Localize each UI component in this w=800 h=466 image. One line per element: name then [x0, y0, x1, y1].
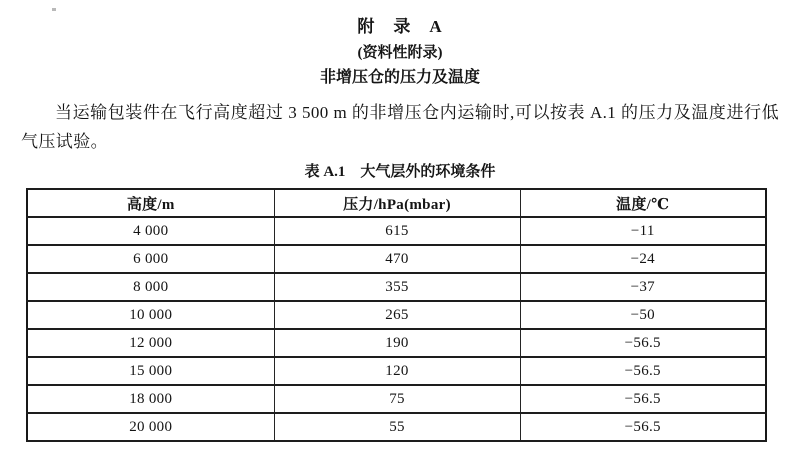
table-cell-temperature: −56.5: [520, 357, 766, 385]
table-cell-pressure: 55: [274, 413, 520, 441]
table-cell-temperature: −56.5: [520, 413, 766, 441]
table-cell-temperature: −24: [520, 245, 766, 273]
table-cell-pressure: 265: [274, 301, 520, 329]
scan-speck: [52, 8, 56, 11]
table-cell-pressure: 615: [274, 217, 520, 245]
table-cell-altitude: 20 000: [27, 413, 274, 441]
table-cell-altitude: 12 000: [27, 329, 274, 357]
table-cell-altitude: 4 000: [27, 217, 274, 245]
table-cell-altitude: 10 000: [27, 301, 274, 329]
table-row: [27, 301, 766, 329]
table-cell-pressure: 190: [274, 329, 520, 357]
table-caption: 表 A.1 大气层外的环境条件: [304, 164, 496, 180]
table-cell-altitude: 15 000: [27, 357, 274, 385]
table-cell-pressure: 470: [274, 245, 520, 273]
table-row: [27, 217, 766, 245]
table-cell-temperature: −11: [520, 217, 766, 245]
table-cell-altitude: 6 000: [27, 245, 274, 273]
appendix-title: 附 录 A: [357, 17, 443, 36]
table-row: [27, 329, 766, 357]
table-cell-temperature: −56.5: [520, 329, 766, 357]
body-paragraph: 当运输包装件在飞行高度超过 3 500 m 的非增压仓内运输时,可以按表 A.1 的压力及温度进行低气压试验。: [21, 103, 779, 151]
table-cell-pressure: 120: [274, 357, 520, 385]
column-header-altitude: 高度/m: [27, 189, 274, 217]
table-header-row: [27, 189, 766, 217]
table-cell-temperature: −37: [520, 273, 766, 301]
appendix-subtitle: (资料性附录): [357, 45, 443, 61]
table-row: [27, 273, 766, 301]
table-row: [27, 385, 766, 413]
table-cell-temperature: −56.5: [520, 385, 766, 413]
column-header-pressure: 压力/hPa(mbar): [274, 189, 520, 217]
appendix-heading: 非增压仓的压力及温度: [319, 69, 480, 86]
table-row: [27, 357, 766, 385]
table-cell-pressure: 355: [274, 273, 520, 301]
table-row: [27, 245, 766, 273]
column-header-temperature: 温度/℃: [520, 189, 766, 217]
table-header: [27, 189, 766, 217]
table-cell-altitude: 8 000: [27, 273, 274, 301]
table-cell-pressure: 75: [274, 385, 520, 413]
environment-conditions-table: [26, 188, 767, 442]
table-cell-temperature: −50: [520, 301, 766, 329]
table-cell-altitude: 18 000: [27, 385, 274, 413]
table-body: [27, 217, 766, 441]
table-row: [27, 413, 766, 441]
